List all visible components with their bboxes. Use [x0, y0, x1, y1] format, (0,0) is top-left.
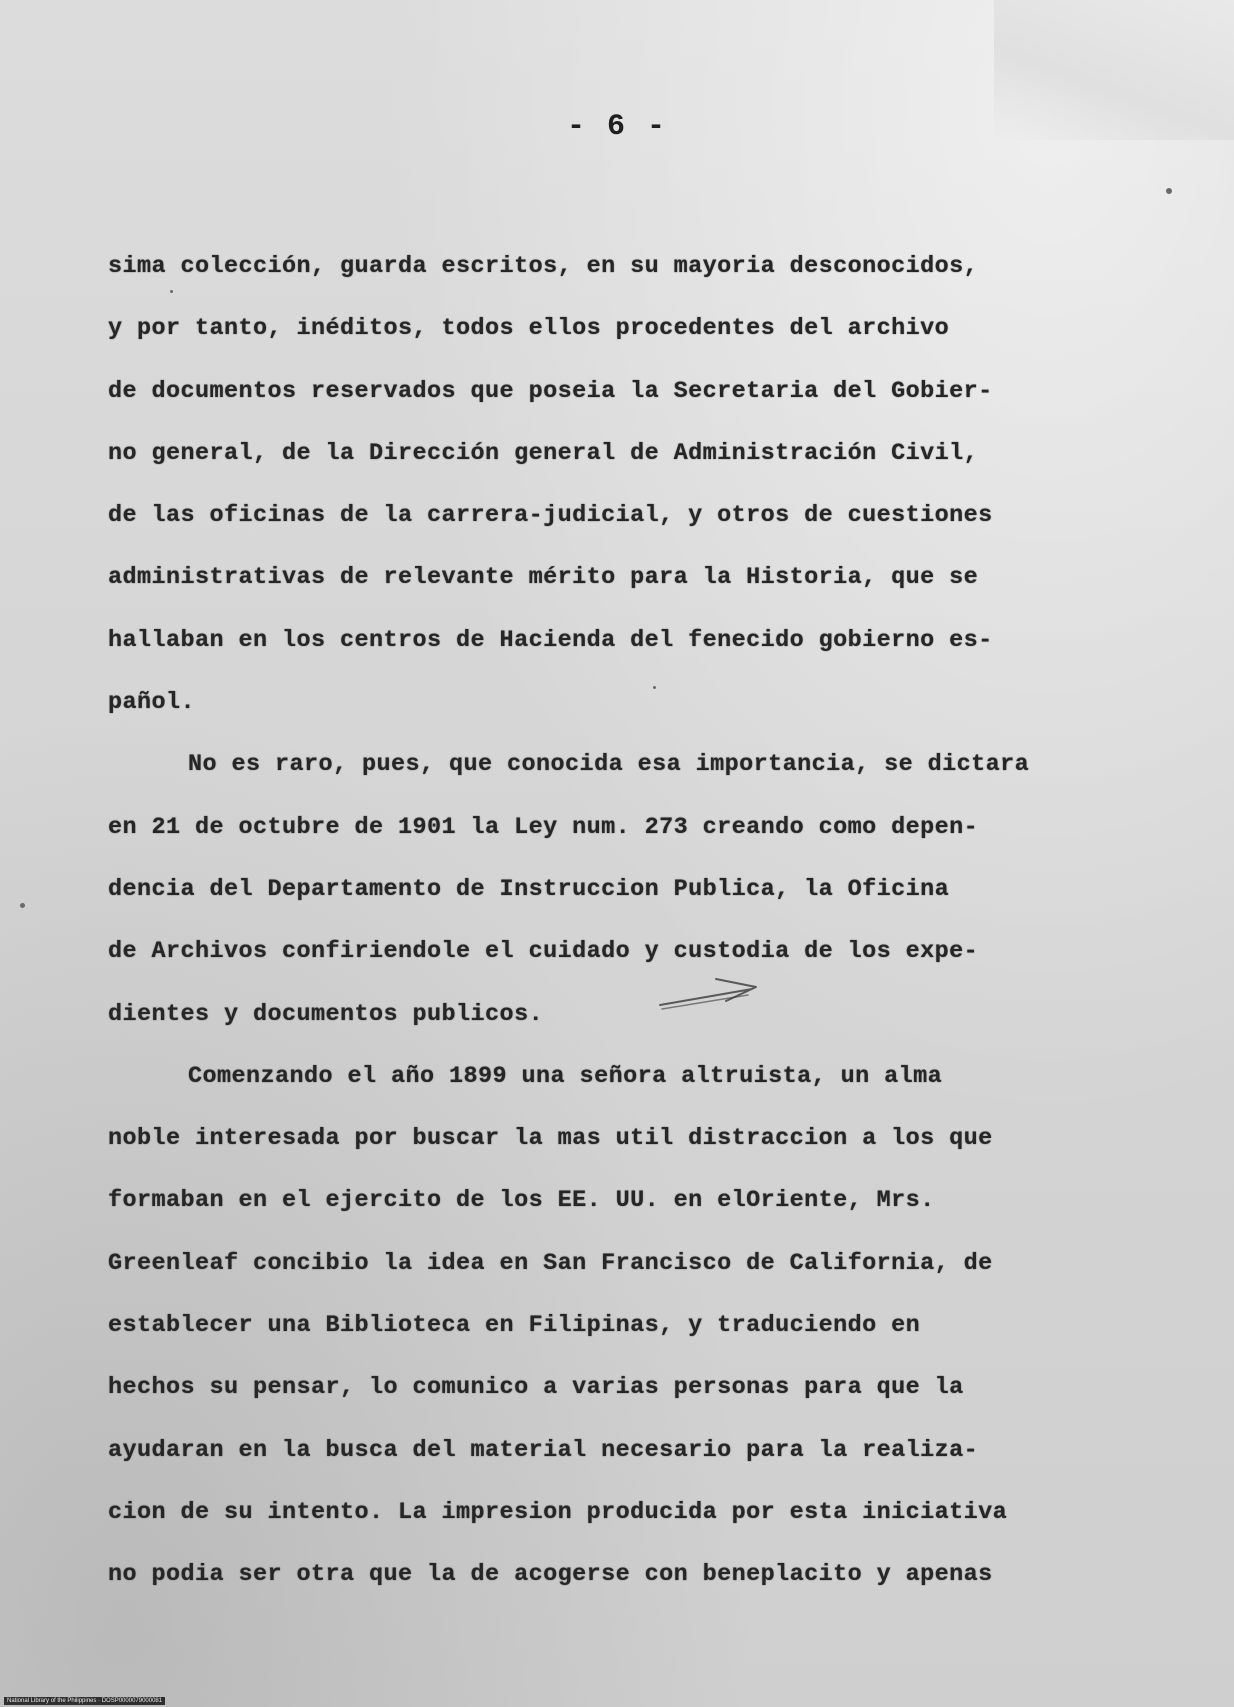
text-line: Greenleaf concibio la idea en San Francisco de California, de — [108, 1249, 993, 1277]
text-line: sima colección, guarda escritos, en su mayoria desconocidos, — [108, 253, 979, 280]
text-line: formaban en el ejercito de los EE. UU. en elOriente, Mrs. — [108, 1187, 935, 1215]
scan-speck — [20, 903, 25, 908]
archive-credit: National Library of the Philippines · DOSP0000079000081 — [4, 1697, 165, 1705]
page-number: - 6 - — [566, 110, 667, 144]
text-line: de documentos reservados que poseia la Secretaria del Gobier- — [108, 377, 993, 405]
scan-speck — [1166, 188, 1172, 194]
text-line: de Archivos confiriendole el cuidado y custodia de los expe- — [108, 938, 979, 966]
text-line: No es raro, pues, que conocida esa importancia, se dictara — [188, 751, 1030, 779]
text-line: establecer una Biblioteca en Filipinas, y traduciendo en — [108, 1312, 921, 1340]
text-line: dencia del Departamento de Instruccion Publica, la Oficina — [108, 875, 950, 903]
text-line: hechos su pensar, lo comunico a varias personas para que la — [108, 1374, 964, 1402]
text-line: hallaban en los centros de Hacienda del fenecido gobierno es- — [108, 626, 993, 654]
text-line: cion de su intento. La impresion producida por esta iniciativa — [108, 1498, 1008, 1526]
text-line: de las oficinas de la carrera-judicial, y otros de cuestiones — [108, 502, 993, 530]
scan-speck — [170, 290, 173, 293]
text-line: administrativas de relevante mérito para la Historia, que se — [108, 564, 979, 592]
handwritten-arrow-icon — [656, 975, 766, 1015]
text-line: y por tanto, inéditos, todos ellos procedentes del archivo — [108, 315, 950, 343]
scan-speck — [653, 686, 656, 689]
text-line: Comenzando el año 1899 una señora altruista, un alma — [188, 1062, 943, 1090]
body-text — [108, 236, 1128, 1607]
text-line: en 21 de octubre de 1901 la Ley num. 273 creando como depen- — [108, 813, 979, 841]
text-line: noble interesada por buscar la mas util distraccion a los que — [108, 1125, 993, 1153]
text-line: pañol. — [108, 689, 196, 717]
text-line: no podia ser otra que la de acogerse con beneplacito y apenas — [108, 1561, 993, 1589]
text-line: ayudaran en la busca del material necesario para la realiza- — [108, 1436, 979, 1464]
text-line: dientes y documentos publicos. — [108, 1000, 544, 1028]
text-line: no general, de la Dirección general de Administración Civil, — [108, 439, 979, 467]
